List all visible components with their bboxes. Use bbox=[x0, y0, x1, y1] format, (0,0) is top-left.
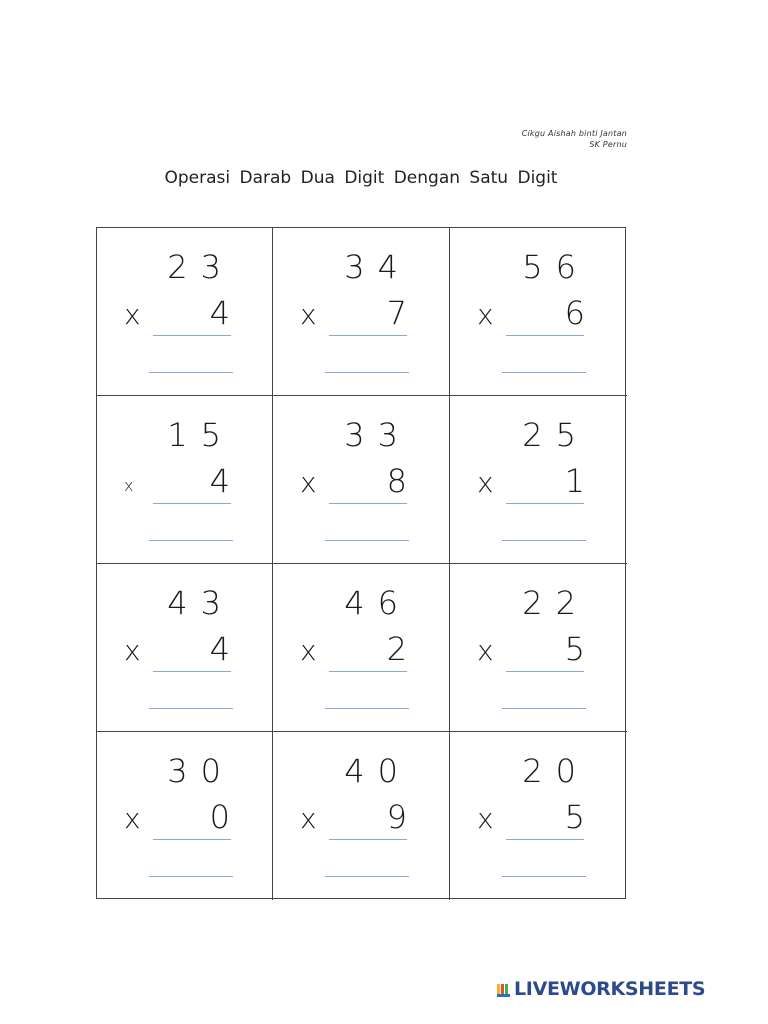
problem-cell bbox=[273, 732, 450, 900]
multiplier: 5 bbox=[564, 798, 585, 836]
multiplier: 4 bbox=[209, 294, 230, 332]
problem-cell bbox=[450, 228, 627, 396]
answer-line[interactable] bbox=[502, 876, 586, 877]
answer-line[interactable] bbox=[325, 540, 409, 541]
answer-line[interactable] bbox=[149, 372, 233, 373]
multiplicand: 30 bbox=[167, 752, 234, 790]
multiplicand: 23 bbox=[167, 248, 234, 286]
multiplicand: 20 bbox=[522, 752, 589, 790]
answer-line[interactable] bbox=[325, 372, 409, 373]
problem-cell bbox=[97, 732, 273, 900]
multiplicand: 43 bbox=[167, 584, 234, 622]
multiplier: 9 bbox=[386, 798, 407, 836]
problem-cell bbox=[97, 564, 273, 732]
multiplier: 5 bbox=[564, 630, 585, 668]
problem-cell bbox=[450, 732, 627, 900]
problem-cell bbox=[97, 228, 273, 396]
multiply-sign: x bbox=[124, 634, 141, 667]
multiply-sign: x bbox=[477, 634, 494, 667]
liveworksheets-logo-icon bbox=[497, 981, 511, 997]
product-line bbox=[153, 839, 231, 840]
multiplier: 4 bbox=[209, 630, 230, 668]
worksheet-title: Operasi Darab Dua Digit Dengan Satu Digit bbox=[164, 168, 558, 188]
problem-cell bbox=[273, 564, 450, 732]
multiply-sign: x bbox=[300, 466, 317, 499]
product-line bbox=[329, 503, 407, 504]
answer-line[interactable] bbox=[502, 708, 586, 709]
multiply-sign: x bbox=[477, 466, 494, 499]
product-line bbox=[506, 335, 584, 336]
product-line bbox=[153, 671, 231, 672]
multiply-sign: x bbox=[477, 298, 494, 331]
answer-line[interactable] bbox=[149, 876, 233, 877]
multiplier: 6 bbox=[564, 294, 585, 332]
multiplicand: 15 bbox=[167, 416, 234, 454]
school-name: SK Pernu bbox=[589, 140, 627, 149]
multiplier: 7 bbox=[386, 294, 407, 332]
multiply-sign: x bbox=[300, 298, 317, 331]
problem-cell bbox=[273, 228, 450, 396]
product-line bbox=[506, 671, 584, 672]
multiplicand: 40 bbox=[344, 752, 411, 790]
multiply-sign: x bbox=[124, 476, 134, 495]
problem-cell bbox=[97, 396, 273, 564]
multiplicand: 56 bbox=[522, 248, 589, 286]
answer-line[interactable] bbox=[502, 372, 586, 373]
liveworksheets-logo[interactable] bbox=[497, 978, 705, 1000]
multiplier: 1 bbox=[564, 462, 585, 500]
author-credit bbox=[522, 128, 627, 150]
logo-text: LIVEWORKSHEETS bbox=[514, 978, 706, 1000]
multiply-sign: x bbox=[477, 802, 494, 835]
multiplicand: 33 bbox=[344, 416, 411, 454]
multiplier: 8 bbox=[386, 462, 407, 500]
multiplicand: 22 bbox=[522, 584, 589, 622]
multiply-sign: x bbox=[300, 634, 317, 667]
answer-line[interactable] bbox=[149, 540, 233, 541]
problem-cell bbox=[450, 396, 627, 564]
problem-cell bbox=[450, 564, 627, 732]
multiply-sign: x bbox=[124, 298, 141, 331]
answer-line[interactable] bbox=[325, 876, 409, 877]
product-line bbox=[153, 503, 231, 504]
multiplicand: 46 bbox=[344, 584, 411, 622]
problem-grid bbox=[96, 227, 626, 899]
multiply-sign: x bbox=[300, 802, 317, 835]
multiplicand: 34 bbox=[344, 248, 411, 286]
answer-line[interactable] bbox=[502, 540, 586, 541]
author-name: Cikgu Aishah binti Jantan bbox=[521, 129, 627, 138]
product-line bbox=[329, 671, 407, 672]
product-line bbox=[329, 335, 407, 336]
problem-cell bbox=[273, 396, 450, 564]
multiplier: 2 bbox=[386, 630, 407, 668]
multiply-sign: x bbox=[124, 802, 141, 835]
product-line bbox=[153, 335, 231, 336]
multiplier: 4 bbox=[209, 462, 230, 500]
multiplicand: 25 bbox=[522, 416, 589, 454]
product-line bbox=[506, 503, 584, 504]
product-line bbox=[329, 839, 407, 840]
product-line bbox=[506, 839, 584, 840]
answer-line[interactable] bbox=[325, 708, 409, 709]
answer-line[interactable] bbox=[149, 708, 233, 709]
multiplier: 0 bbox=[209, 798, 230, 836]
